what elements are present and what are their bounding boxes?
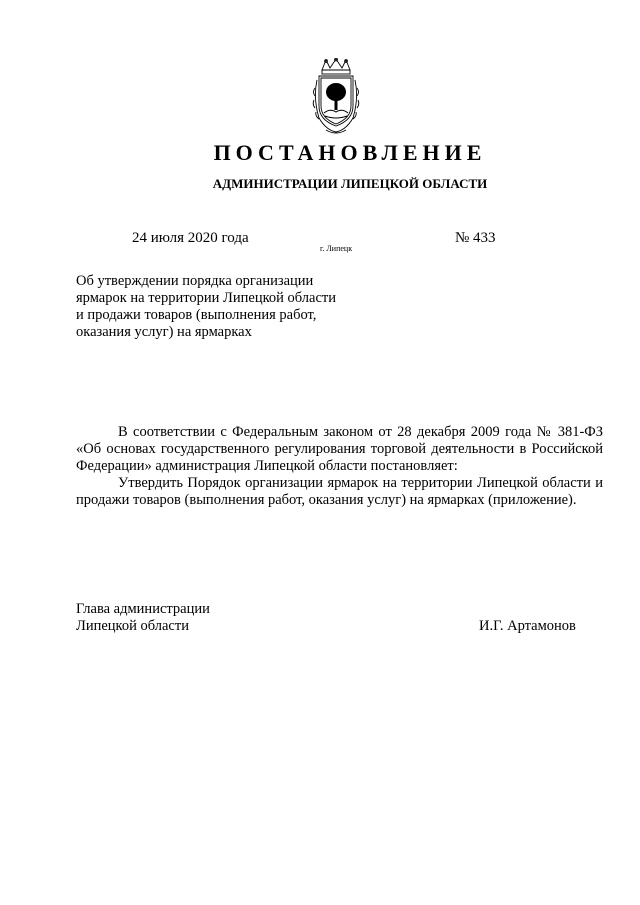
document-number: № 433 xyxy=(455,230,496,246)
body-paragraph: В соответствии с Федеральным законом от 28 декабря 2009 года № 381-ФЗ «Об основах государственного регулирования торговой деятельности в Российской Федерации» администрация Липецкой области постановляет: xyxy=(76,424,603,474)
subject-line: оказания услуг) на ярмарках xyxy=(76,324,252,340)
subject-line: ярмарок на территории Липецкой области xyxy=(76,290,336,306)
signatory-position-line: Липецкой области xyxy=(76,618,189,634)
document-body xyxy=(76,424,603,509)
body-paragraph: Утвердить Порядок организации ярмарок на территории Липецкой области и продажи товаров (выполнения работ, оказания услуг) на ярмарках (приложение). xyxy=(76,475,603,508)
document-subject xyxy=(76,273,376,341)
lipetsk-coat-of-arms-icon xyxy=(312,58,360,138)
subject-line: и продажи товаров (выполнения работ, xyxy=(76,307,317,323)
signatory-name: И.Г. Артамонов xyxy=(479,618,576,634)
signatory-position-line: Глава администрации xyxy=(76,601,210,617)
document-type-title: ПОСТАНОВЛЕНИЕ xyxy=(213,140,487,165)
issuer-title: АДМИНИСТРАЦИИ ЛИПЕЦКОЙ ОБЛАСТИ xyxy=(212,176,488,191)
subject-line: Об утверждении порядка организации xyxy=(76,273,314,289)
signatory-position xyxy=(76,601,210,635)
document-city: г. Липецк xyxy=(320,244,353,253)
document-date: 24 июля 2020 года xyxy=(132,230,249,246)
